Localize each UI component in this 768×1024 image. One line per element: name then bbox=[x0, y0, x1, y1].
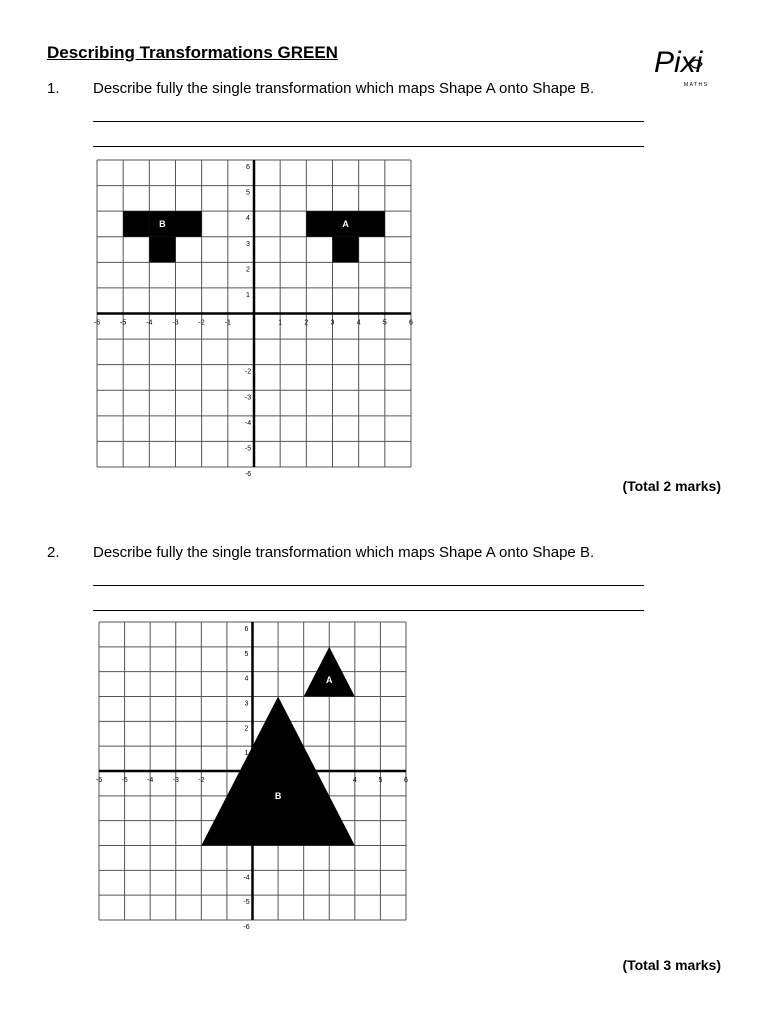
y-tick-label: 5 bbox=[244, 650, 249, 658]
shape-a-cell bbox=[359, 211, 385, 237]
x-tick-label: 6 bbox=[404, 777, 408, 784]
answer-line-2a[interactable] bbox=[93, 585, 644, 586]
answer-line-1b[interactable] bbox=[93, 146, 644, 147]
x-tick-label: -4 bbox=[147, 777, 154, 784]
y-tick-label: 5 bbox=[246, 189, 250, 197]
shape-b-cell bbox=[176, 211, 202, 237]
question-1-number: 1. bbox=[47, 80, 60, 97]
y-tick-label: -6 bbox=[244, 471, 252, 478]
x-tick-label: -2 bbox=[198, 777, 205, 784]
x-tick-label: 5 bbox=[378, 777, 383, 784]
worksheet-title: Describing Transformations GREEN bbox=[47, 43, 338, 62]
y-tick-label: 3 bbox=[246, 240, 250, 248]
question-2-text: Describe fully the single transformation which maps Shape A onto Shape B. bbox=[93, 544, 595, 561]
y-tick-label: -6 bbox=[243, 924, 250, 931]
y-tick-label: 2 bbox=[244, 725, 249, 733]
shape-b-cell bbox=[149, 237, 175, 263]
question-2-number: 2. bbox=[47, 544, 60, 561]
y-tick-label: 3 bbox=[244, 700, 249, 708]
shape-a-cell bbox=[306, 211, 332, 237]
x-tick-label: -2 bbox=[198, 319, 205, 327]
answer-line-2b[interactable] bbox=[93, 610, 644, 611]
total-marks-1: (Total 2 marks) bbox=[622, 478, 721, 494]
y-tick-label: 2 bbox=[246, 266, 250, 274]
pixi-logo bbox=[652, 40, 724, 88]
shape-b-label: B bbox=[159, 218, 166, 229]
svg-text:MATHS: MATHS bbox=[684, 82, 709, 88]
x-tick-label: 2 bbox=[304, 319, 309, 327]
y-tick-label: -2 bbox=[244, 368, 252, 376]
x-tick-label: -1 bbox=[224, 319, 231, 327]
y-tick-label: -5 bbox=[243, 899, 250, 907]
question-1-text: Describe fully the single transformation which maps Shape A onto Shape B. bbox=[93, 80, 595, 97]
y-tick-label: 6 bbox=[244, 626, 249, 633]
logo-text: Pixi bbox=[654, 46, 703, 79]
y-tick-label: -5 bbox=[244, 445, 252, 453]
x-tick-label: 1 bbox=[278, 319, 283, 327]
answer-line-1a[interactable] bbox=[93, 121, 644, 122]
x-tick-label: 3 bbox=[330, 319, 335, 327]
x-tick-label: -3 bbox=[172, 319, 179, 327]
y-tick-label: 4 bbox=[244, 675, 249, 683]
x-tick-label: -6 bbox=[95, 777, 103, 784]
shape-a-cell bbox=[333, 237, 359, 263]
x-tick-label: -4 bbox=[146, 319, 153, 327]
x-tick-label: -3 bbox=[172, 777, 179, 784]
y-tick-label: -4 bbox=[243, 874, 250, 882]
total-marks-2: (Total 3 marks) bbox=[622, 957, 721, 973]
coordinate-grid-1 bbox=[93, 159, 413, 478]
shape-b-label: B bbox=[274, 790, 282, 801]
x-tick-label: -5 bbox=[121, 777, 128, 784]
x-tick-label: -5 bbox=[120, 319, 127, 327]
y-tick-label: 6 bbox=[246, 164, 250, 171]
x-tick-label: -6 bbox=[93, 319, 101, 327]
x-tick-label: 6 bbox=[409, 319, 413, 327]
y-tick-label: -4 bbox=[244, 419, 252, 427]
coordinate-grid-2 bbox=[95, 621, 408, 931]
x-tick-label: 5 bbox=[382, 319, 387, 327]
shape-a-label: A bbox=[326, 674, 333, 685]
x-tick-label: 4 bbox=[352, 777, 357, 784]
y-tick-label: -3 bbox=[244, 394, 252, 402]
shape-b-cell bbox=[123, 211, 149, 237]
y-tick-label: 4 bbox=[246, 215, 250, 223]
shape-a-label: A bbox=[342, 218, 349, 229]
y-tick-label: 1 bbox=[244, 750, 249, 758]
y-tick-label: 1 bbox=[246, 291, 250, 299]
x-tick-label: 4 bbox=[356, 319, 361, 327]
